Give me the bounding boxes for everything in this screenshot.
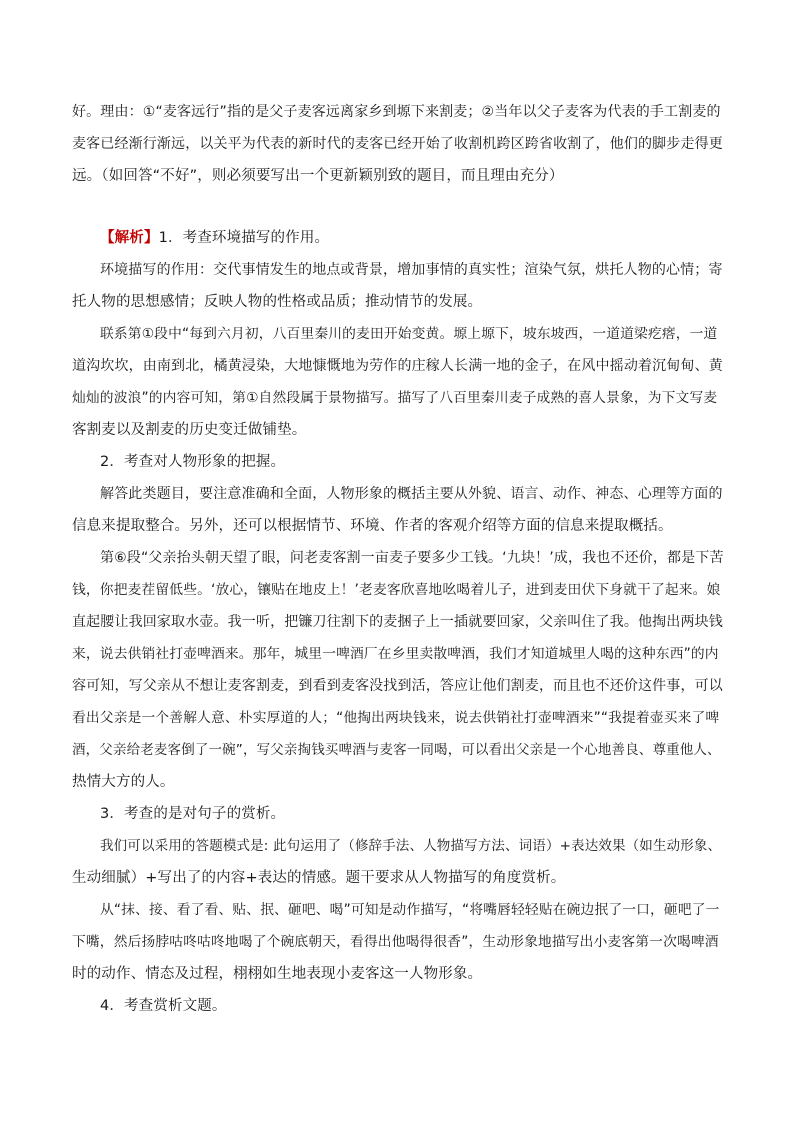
analysis-paragraph: [72, 542, 728, 798]
analysis-paragraph: [72, 894, 728, 990]
paragraph-line: 环境描写的作用：交代事情发生的地点或背景，增加事情的真实性；渲染气氛，烘托人物的心情；寄: [100, 262, 723, 278]
paragraph-line: 4．考查赏析文题。: [100, 998, 227, 1014]
paragraph-line: 3．考查的是对句子的赏析。: [100, 806, 286, 822]
analysis-section: [72, 222, 728, 1022]
analysis-paragraph: [72, 478, 728, 542]
analysis-heading-line: [72, 222, 728, 254]
paragraph-line: 直起腰让我回家取水壶。我一听，把镰刀往割下的麦捆子上一插就要回家，父亲叫住了我。他掏出两块钱: [72, 614, 723, 630]
analysis-item-1-title: 1．考查环境描写的作用。: [158, 230, 330, 246]
answer-line: 麦客已经渐行渐远，以关平为代表的新时代的麦客已经开始了收割机跨区跨省收割了，他们的脚步走得更: [72, 136, 723, 152]
paragraph-line: 热情大方的人。: [72, 774, 175, 790]
paragraph-line: 生动细腻）+写出了的内容+表达的情感。题干要求从人物描写的角度赏析。: [72, 870, 566, 886]
paragraph-line: 信息来提取整合。另外，还可以根据情节、环境、作者的客观介绍等方面的信息来提取概括。: [72, 518, 673, 534]
paragraph-line: 托人物的思想感情；反映人物的性格或品质；推动情节的发展。: [72, 294, 483, 310]
paragraph-line: 下嘴，然后扬脖咕咚咕咚地喝了个碗底朝天，看得出他喝得很香”，生动形象地描写出小麦客第一次喝啤酒: [72, 934, 719, 950]
answer-line: 远。（如回答“不好”，则必须要写出一个更新颖别致的题目，而且理由充分）: [72, 168, 564, 184]
answer-line: 好。理由：①“麦客远行”指的是父子麦客远离家乡到塬下来割麦；②当年以父子麦客为代表的手工割麦的: [72, 104, 721, 120]
paragraph-line: 联系第①段中“每到六月初，八百里秦川的麦田开始变黄。塬上塬下，坡东坡西，一道道梁疙瘩，一道: [100, 326, 718, 342]
paragraph-line: 解答此类题目，要注意准确和全面，人物形象的概括主要从外貌、语言、动作、神态、心理等方面的: [100, 486, 723, 502]
paragraph-line: 酒，父亲给老麦客倒了一碗”，写父亲掏钱买啤酒与麦客一同喝，可以看出父亲是一个心地善良、尊重他人、: [72, 742, 721, 758]
paragraph-line: 第⑥段“父亲抬头朝天望了眼，问老麦客割一亩麦子要多少工钱。‘九块！’成，我也不还价，都是下苦: [100, 550, 724, 566]
paragraph-line: 我们可以采用的答题模式是: 此句运用了（修辞手法、人物描写方法、词语）+表达效果（如生动形象、: [100, 838, 722, 854]
analysis-paragraph: [72, 830, 728, 894]
paragraph-line: 道沟坎坎，由南到北，橘黄浸染，大地慷慨地为劳作的庄稼人长满一地的金子，在风中摇动着沉甸甸、黄: [72, 358, 723, 374]
analysis-item-title: [72, 446, 728, 478]
answer-paragraph: [72, 96, 728, 192]
paragraph-line: 容可知，写父亲从不想让麦客割麦，到看到麦客没找到活，答应让他们割麦，而且也不还价这件事，可以: [72, 678, 723, 694]
analysis-label: 【解析】: [100, 230, 159, 246]
paragraph-line: 客割麦以及割麦的历史变迁做铺垫。: [72, 422, 307, 438]
analysis-item-title: [72, 798, 728, 830]
analysis-item-title: [72, 990, 728, 1022]
paragraph-line: 从“抹、接、看了看、贴、抿、砸吧、喝”可知是动作描写，“将嘴唇轻轻贴在碗边抿了一口，砸吧了一: [100, 902, 720, 918]
paragraph-line: 来，说去供销社打壶啤酒来。那年，城里一啤酒厂在乡里卖散啤酒，我们才知道城里人喝的这种东西”的内: [72, 646, 719, 662]
paragraph-line: 钱，你把麦茬留低些。‘放心，镶贴在地皮上！’老麦客欣喜地吆喝着儿子，进到麦田伏下身就干了起来。娘: [72, 582, 721, 598]
paragraph-line: 灿灿的波浪”的内容可知，第①自然段属于景物描写。描写了八百里秦川麦子成熟的喜人景象，为下文写麦: [72, 390, 718, 406]
paragraph-line: 2．考查对人物形象的把握。: [100, 454, 286, 470]
analysis-paragraph: [72, 254, 728, 318]
analysis-paragraph: [72, 318, 728, 446]
paragraph-line: 时的动作、情态及过程，栩栩如生地表现小麦客这一人物形象。: [72, 966, 483, 982]
paragraph-line: 看出父亲是一个善解人意、朴实厚道的人；“他掏出两块钱来，说去供销社打壶啤酒来”“我提着壶买来了啤: [72, 710, 720, 726]
